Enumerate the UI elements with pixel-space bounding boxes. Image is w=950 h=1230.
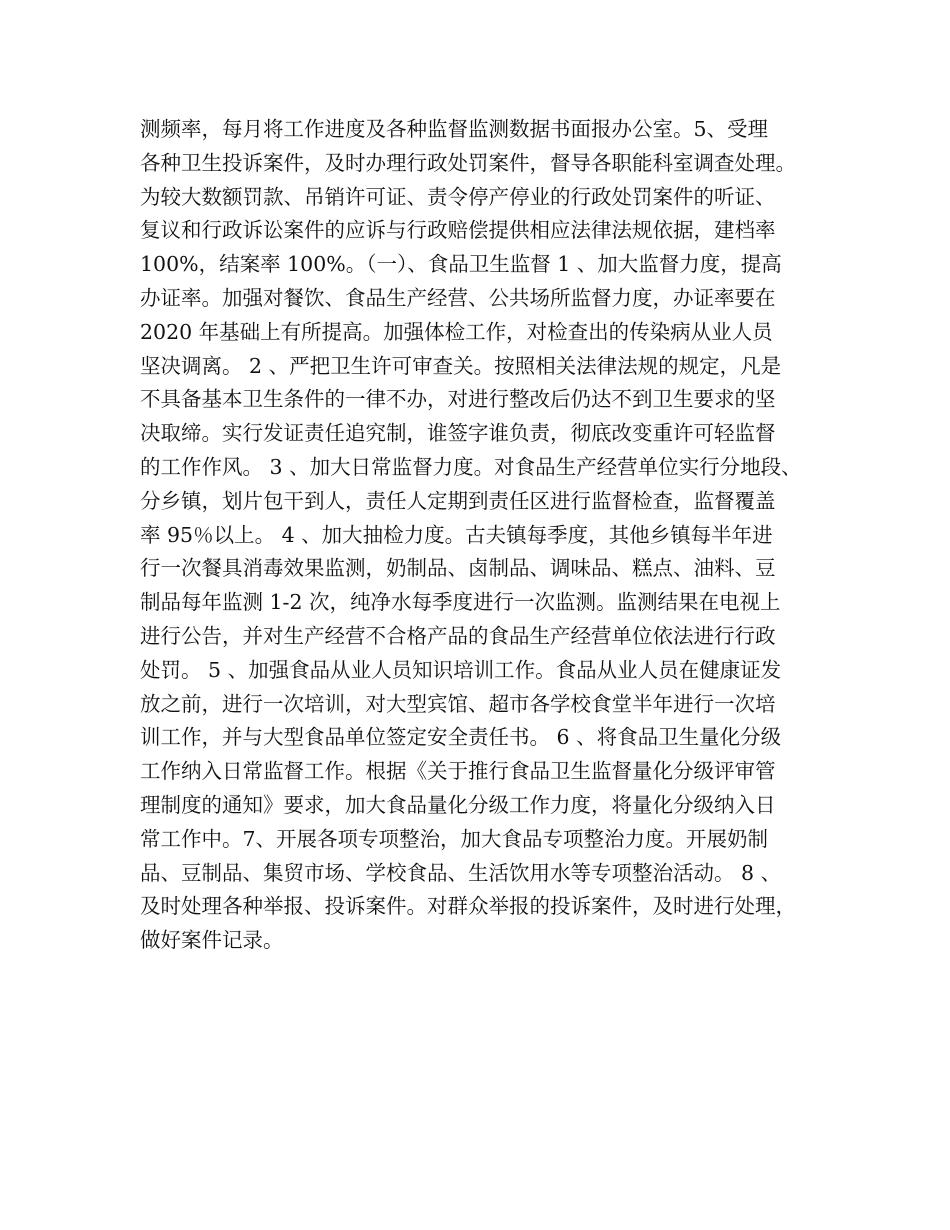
text-line: 行一次餐具消毒效果监测，奶制品、卤制品、调味品、糕点、油料、豆	[140, 556, 776, 581]
text-line: 办证率。加强对餐饮、食品生产经营、公共场所监督力度，办证率要在	[140, 285, 776, 310]
text-line: 工作纳入日常监督工作。根据《关于推行食品卫生监督量化分级评审管	[140, 759, 776, 784]
text-line: 制品每年监测 1-2 次，纯净水每季度进行一次监测。监测结果在电视上	[140, 590, 781, 615]
text-line: 做好案件记录。	[140, 928, 284, 953]
text-line: 率 95％以上。 4 、加大抽检力度。古夫镇每季度，其他乡镇每半年进	[140, 522, 773, 547]
text-line: 测频率，每月将工作进度及各种监督监测数据书面报办公室。5、受理	[140, 117, 769, 141]
text-line: 品、豆制品、集贸市场、学校食品、生活饮用水等专项整治活动。 8 、	[140, 860, 782, 885]
text-line: 各种卫生投诉案件，及时办理行政处罚案件，督导各职能科室调查处理。	[140, 150, 796, 175]
text-line: 放之前，进行一次培训，对大型宾馆、超市各学校食堂半年进行一次培	[140, 691, 776, 716]
text-line: 进行公告，并对生产经营不合格产品的食品生产经营单位依法进行行政	[140, 623, 776, 648]
text-line: 常工作中。7、开展各项专项整治，加大食品专项整治力度。开展奶制	[140, 826, 769, 851]
text-line: 的工作作风。 3 、加大日常监督力度。对食品生产经营单位实行分地段、	[140, 454, 802, 479]
text-line: 2020 年基础上有所提高。加强体检工作，对检查出的传染病从业人员	[140, 319, 773, 344]
text-line: 决取缔。实行发证责任追究制，谁签字谁负责，彻底改变重许可轻监督	[140, 421, 776, 446]
text-line: 不具备基本卫生条件的一律不办，对进行整改后仍达不到卫生要求的坚	[140, 387, 776, 412]
text-line: 处罚。 5 、加强食品从业人员知识培训工作。食品从业人员在健康证发	[140, 657, 782, 682]
text-line: 100%，结案率 100%。（一）、食品卫生监督 1 、加大监督力度，提高	[140, 252, 782, 277]
text-line: 坚决调离。 2 、严把卫生许可审查关。按照相关法律法规的规定，凡是	[140, 353, 782, 378]
text-line: 为较大数额罚款、吊销许可证、责令停产停业的行政处罚案件的听证、	[140, 184, 776, 209]
text-line: 分乡镇，划片包干到人，责任人定期到责任区进行监督检查，监督覆盖	[140, 488, 776, 513]
text-line: 及时处理各种举报、投诉案件。对群众举报的投诉案件，及时进行处理，	[140, 894, 796, 919]
text-line: 复议和行政诉讼案件的应诉与行政赔偿提供相应法律法规依据，建档率	[140, 218, 776, 243]
text-line: 训工作，并与大型食品单位签定安全责任书。 6 、将食品卫生量化分级	[140, 725, 782, 750]
text-line: 理制度的通知》要求，加大食品量化分级工作力度，将量化分级纳入日	[140, 792, 776, 817]
body-text	[140, 113, 830, 958]
